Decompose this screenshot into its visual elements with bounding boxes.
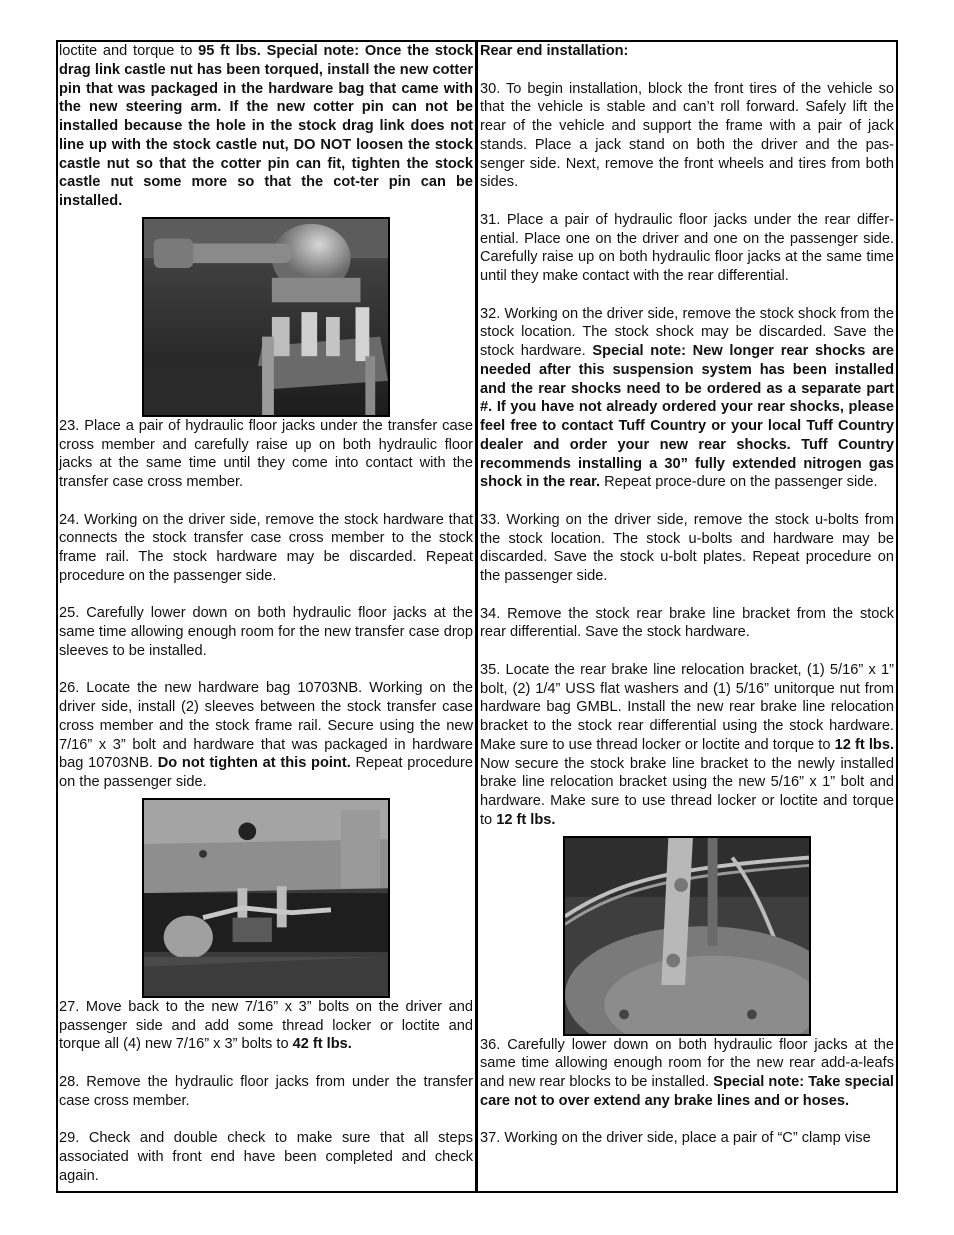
intro-paragraph (59, 42, 473, 211)
step-36-text: 36. Carefully lower down on both hydraulic floor jacks at the same time allowing enough room for the new rear add-a-leafs and new rear blocks to be installed. (480, 1036, 894, 1090)
step-23: 23. Place a pair of hydraulic floor jacks under the transfer case cross member and carefully raise up on both hydraulic floor jacks at the same time until they come into contact with the transfer case cross member. (59, 417, 473, 490)
brake-line-bracket-photo (563, 836, 811, 1036)
step-28: 28. Remove the hydraulic floor jacks from under the transfer case cross member. (59, 1073, 473, 1109)
step-32-special-note: Special note: New longer rear shocks are needed after this suspension system has been installed and the rear shocks need to be ordered as a separate part #. If you have not already ordered your rear shocks, please feel free to contact Tuff Country or your local Tuff Country dealer and order your new rear shocks. Tuff Country recommends installing a 30” fully extended nitrogen gas shock in the rear. (480, 343, 894, 491)
step-26-tail: Repeat procedure on the passenger side. (59, 755, 473, 790)
step-25: 25. Carefully lower down on both hydraulic floor jacks at the same time allowing enough room for the new transfer case drop sleeves to be installed. (59, 605, 473, 659)
step-27 (59, 998, 473, 1054)
left-column (59, 42, 473, 1185)
step-31: 31. Place a pair of hydraulic floor jacks under the rear differ-ential. Place one on the driver and one on the passenger side. Carefully raise up on both hydraulic floor jacks at the same time until they make contact with the rear differential. (480, 211, 894, 284)
steering-arm-photo (142, 217, 390, 417)
step-27-torque: 42 ft lbs. (292, 1036, 352, 1053)
step-32-text: 32. Working on the driver side, remove the stock shock from the stock location. The stock shock may be discarded. Save the stock hardware. (480, 305, 894, 359)
step-37: 37. Working on the driver side, place a pair of “C” clamp vise (480, 1130, 871, 1147)
step-24: 24. Working on the driver side, remove the stock hardware that connects the stock transfer case cross member to the stock frame rail. The stock hardware may be discarded. Repeat procedure on the passenger side. (59, 511, 473, 584)
step-26-warning: Do not tighten at this point. (157, 755, 351, 772)
step-26 (59, 679, 473, 792)
step-35-text: 35. Locate the rear brake line relocation bracket, (1) 5/16” x 1” bolt, (2) 1/4” USS flat washers and (1) 5/16” unitorque nut from hardware bag GMBL. Install the new rear brake line relocation bracket to the stock rear differential using the stock hardware. Make sure to use thread locker or loctite and torque to (480, 661, 894, 753)
right-column (480, 42, 894, 1148)
step-35-torque-1: 12 ft lbs. (834, 736, 894, 753)
step-36 (480, 1036, 894, 1111)
step-36-special-note: Special note: Take special care not to over extend any brake lines and or hoses. (480, 1074, 894, 1109)
step-33: 33. Working on the driver side, remove the stock u-bolts from the stock location. The stock u-bolts and hardware may be discarded. Save the stock u-bolt plates. Repeat procedure on the passenger side. (480, 511, 894, 584)
section-heading: Rear end installation: (480, 43, 629, 59)
step-34: 34. Remove the stock rear brake line bracket from the stock rear differential. Save the stock hardware. (480, 605, 894, 641)
transfer-case-sleeve-photo (142, 798, 390, 998)
step-35-torque-2: 12 ft lbs. (496, 811, 556, 828)
step-35-text-2: Now secure the stock brake line bracket to the newly installed brake line relocation bracket using the new 5/16” x 1” bolt and hardware. Make sure to use thread locker or loctite and torque to (480, 755, 894, 828)
intro-text: loctite and torque to (59, 43, 199, 59)
intro-special-note: 95 ft lbs. Special note: Once the stock drag link castle nut has been torqued, install the new cotter pin that was packaged in the hardware bag that came with the new steering arm. If the new cotter pin can not be installed because the hole in the stock drag link does not line up with the stock castle nut, DO NOT loosen the stock castle nut so that the cotter pin can fit, tighten the stock castle nut some more so that the cot-ter pin can be installed. (59, 43, 473, 209)
step-30: 30. To begin installation, block the front tires of the vehicle so that the vehicle is stable and can’t roll forward. Safely lift the rear of the vehicle and support the frame with a pair of jack stands. Place a jack stand on both the driver and the pas-senger side. Next, remove the front wheels and tires from both sides. (480, 80, 894, 191)
step-27-text: 27. Move back to the new 7/16” x 3” bolts on the driver and passenger side and add some thread locker or loctite and torque all (4) new 7/16” x 3” bolts to (59, 998, 473, 1053)
step-32 (480, 305, 894, 493)
step-35 (480, 661, 894, 830)
column-divider (475, 40, 478, 1191)
step-32-tail: Repeat proce-dure on the passenger side. (600, 474, 878, 491)
step-26-text: 26. Locate the new hardware bag 10703NB. Working on the driver side, install (2) sleeves between the stock transfer case cross member and the stock frame rail. Secure using the new 7/16” x 3” bolt and hardware that was packaged in hardware bag 10703NB. (59, 680, 473, 772)
step-29: 29. Check and double check to make sure that all steps associated with front end have been completed and check again. (59, 1130, 473, 1184)
